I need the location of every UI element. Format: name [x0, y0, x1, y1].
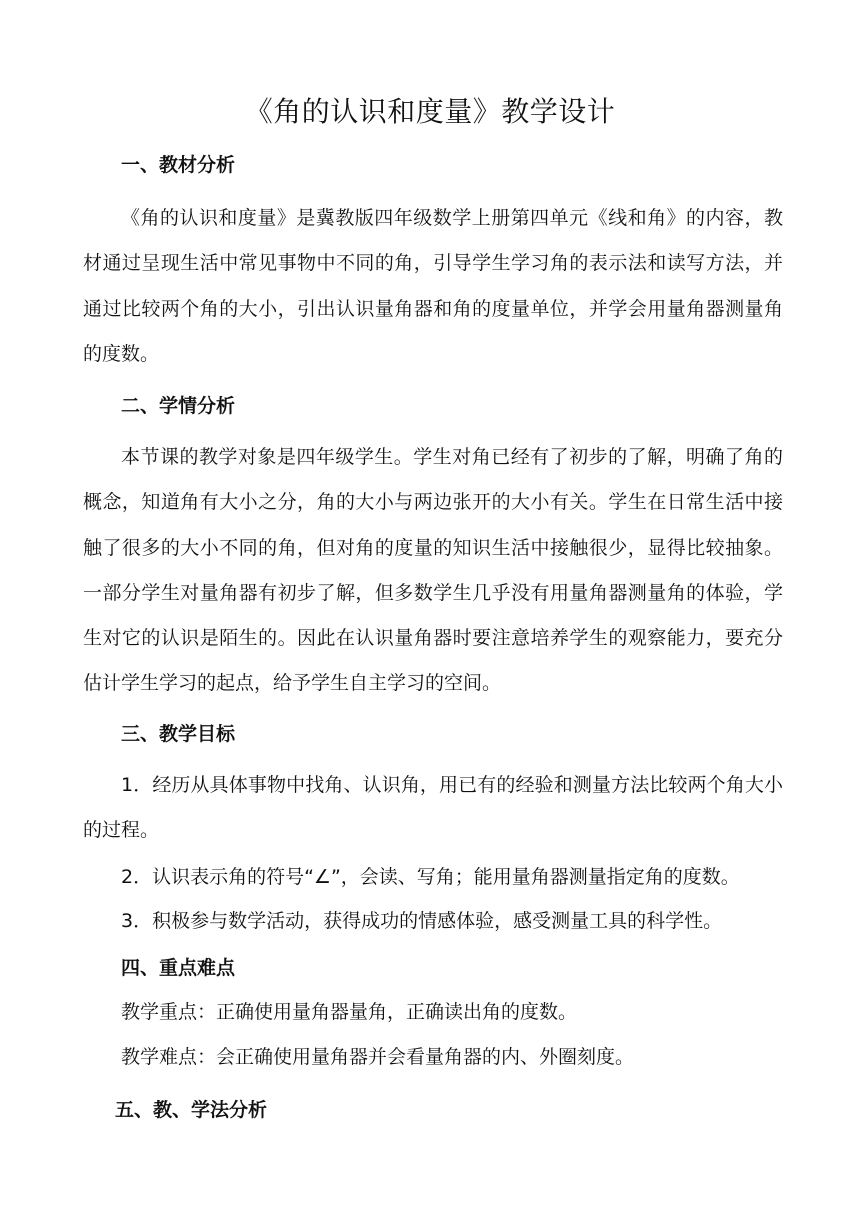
section-heading-teaching-goals: 三、教学目标 — [121, 723, 236, 745]
section-heading-student-analysis: 二、学情分析 — [121, 395, 236, 417]
key-point-line: 教学重点：正确使用量角器量角，正确读出角的度数。 — [121, 1001, 578, 1023]
section-heading-textbook-analysis: 一、教材分析 — [121, 154, 236, 176]
paragraph-student-analysis: 本节课的教学对象是四年级学生。学生对角已经有了初步的了解，明确了角的概念，知道角有大小之分，角的大小与两边张开的大小有关。学生在日常生活中接触了很多的大小不同的角，但对角的度量的知识生活中接触很少，显得比较抽象。一部分学生对量角器有初步了解，但多数学生几乎没有用量角器测量角的体验，学生对它的认识是陌生的。因此在认识量角器时要注意培养学生的观察能力，要充分估计学生学习的起点，给予学生自主学习的空间。 — [83, 446, 783, 695]
teaching-goal-1: 1．经历从具体事物中找角、认识角，用已有的经验和测量方法比较两个角大小的过程。 — [83, 774, 783, 842]
document-title: 《角的认识和度量》教学设计 — [244, 95, 616, 128]
paragraph-textbook-analysis: 《角的认识和度量》是冀教版四年级数学上册第四单元《线和角》的内容，教材通过呈现生活中常见事物中不同的角，引导学生学习角的表示法和读写方法，并通过比较两个角的大小，引出认识量角器和角的度量单位，并学会用量角器测量角的度数。 — [83, 207, 783, 365]
teaching-goal-3: 3．积极参与数学活动，获得成功的情感体验，感受测量工具的科学性。 — [121, 910, 723, 932]
section-heading-methods: 五、教、学法分析 — [115, 1099, 268, 1121]
teaching-goal-2: 2．认识表示角的符号“∠”，会读、写角；能用量角器测量指定角的度数。 — [121, 866, 740, 888]
difficulty-line: 教学难点：会正确使用量角器并会看量角器的内、外圈刻度。 — [121, 1046, 635, 1068]
section-heading-key-points: 四、重点难点 — [121, 957, 236, 979]
